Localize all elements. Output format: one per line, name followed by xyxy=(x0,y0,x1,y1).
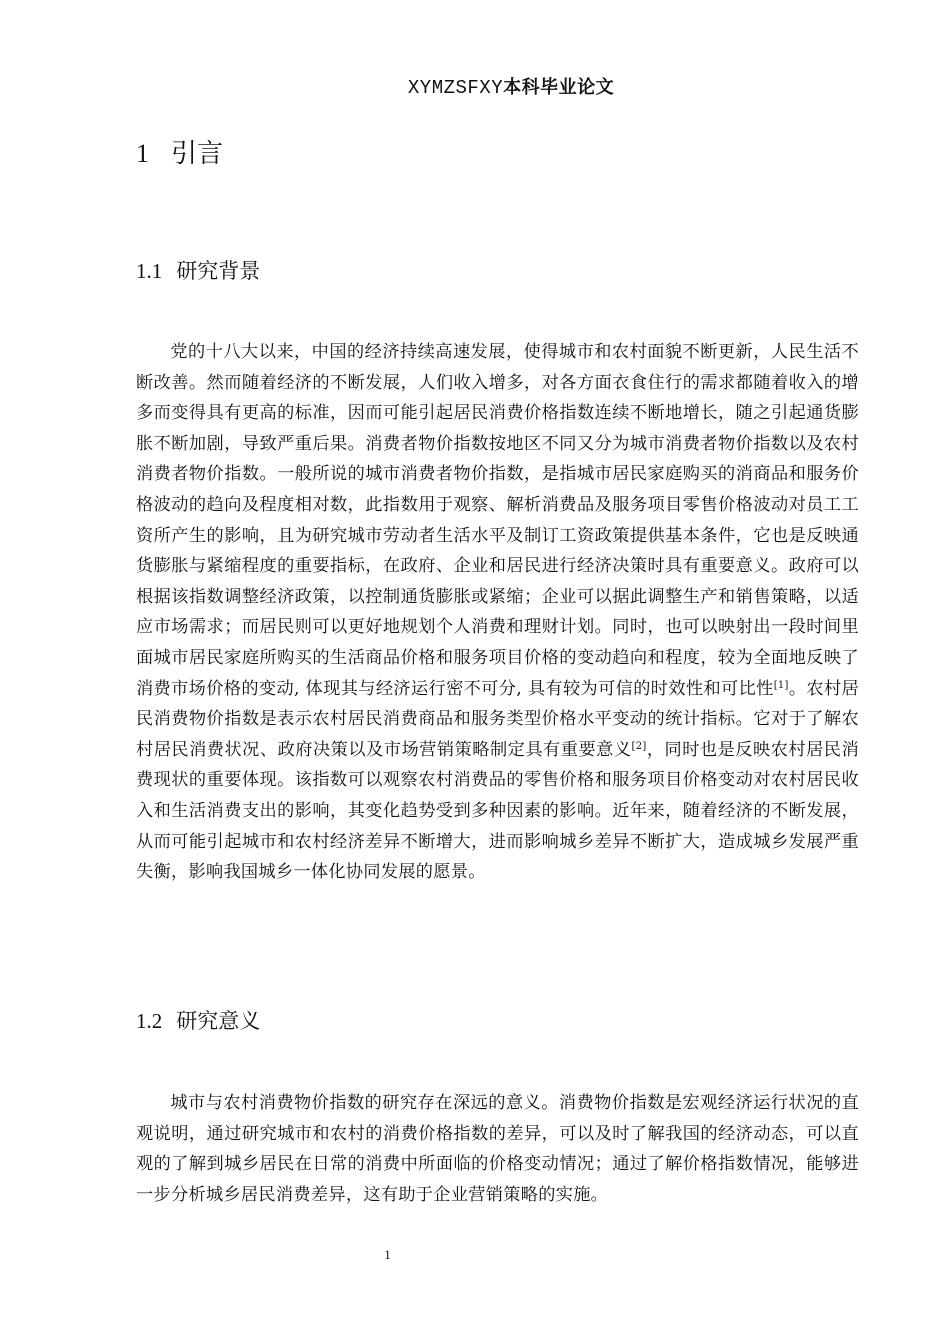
chapter-title: 引言 xyxy=(171,139,224,169)
section-number: 1.2 xyxy=(136,1009,163,1033)
section-title: 研究背景 xyxy=(176,259,261,283)
page-number: 1 xyxy=(384,1247,391,1262)
significance-paragraph: 城市与农村消费物价指数的研究存在深远的意义。消费物价指数是宏观经济运行状况的直观说明，通过研究城市和农村的消费价格指数的差异，可以及时了解我国的经济动态，可以直观的了解到城乡居民在日常的消费中所面临的价格变动情况；通过了解价格指数情况，能够进一步分析城乡居民消费差异，这有助于企业营销策略的实施。 xyxy=(136,1093,859,1205)
chapter-number: 1 xyxy=(136,139,149,168)
section-number: 1.1 xyxy=(136,259,163,283)
paragraph-text: 。农村居民消费物价指数是表示农村居民消费商品和服务类型价格水平变动的统计指标。它对于了解农村居民消费状况、政府决策以及市场营销策略制定具有重要意义 xyxy=(136,678,859,760)
header-school-code: XYMZSFXY xyxy=(407,77,504,99)
page-header xyxy=(0,73,950,99)
paragraph-text: ，同时也是反映农村居民消费现状的重要体现。该指数可以观察农村消费品的零售价格和服务项目价格变动对农村居民收入和生活消费支出的影响，其变化趋势受到多种因素的影响。近年来，随着经济的不断发展，从而可能引起城市和农村经济差异不断增大，进而影响城乡差异不断扩大，造成城乡发展严重失衡，影响我国城乡一体化协同发展的愿景。 xyxy=(136,739,859,883)
section-title: 研究意义 xyxy=(176,1009,261,1033)
citation-ref: [1] xyxy=(773,679,789,691)
paragraph-text: 党的十八大以来，中国的经济持续高速发展，使得城市和农村面貌不断更新，人民生活不断改善。然而随着经济的不断发展，人们收入增多，对各方面衣食住行的需求都随着收入的增多而变得具有更高的标准，因而可能引起居民消费价格指数连续不断地增长，随之引起通货膨胀不断加剧，导致严重后果。消费者物价指数按地区不同又分为城市消费者物价指数以及农村消费者物价指数。一般所说的城市消费者物价指数，是指城市居民家庭购买的消商品和服务价格波动的趋向及程度相对数，此指数用于观察、解析消费品及服务项目零售价格波动对员工工资所产生的影响，且为研究城市劳动者生活水平及制订工资政策提供基本条件，它也是反映通货膨胀与紧缩程度的重要指标，在政府、企业和居民进行经济决策时具有重要意义。政府可以根据该指数调整经济政策，以控制通货膨胀或紧缩；企业可以据此调整生产和销售策略，以适应市场需求；而居民则可以更好地规划个人消费和理财计划。同时，也可以映射出一段时间里面城市居民家庭所购买的生活商品价格和服务项目价格的变动趋向和程度，较为全面地反映了消费市场价格的变动, 体现其与经济运行密不可分, 具有较为可信的时效性和可比性 xyxy=(136,342,859,699)
section-heading-significance xyxy=(136,1005,260,1035)
background-paragraph xyxy=(136,337,859,888)
chapter-heading xyxy=(136,133,223,170)
section-heading-background xyxy=(136,255,260,285)
citation-ref: [2] xyxy=(631,740,647,752)
header-title: 本科毕业论文 xyxy=(503,77,615,98)
